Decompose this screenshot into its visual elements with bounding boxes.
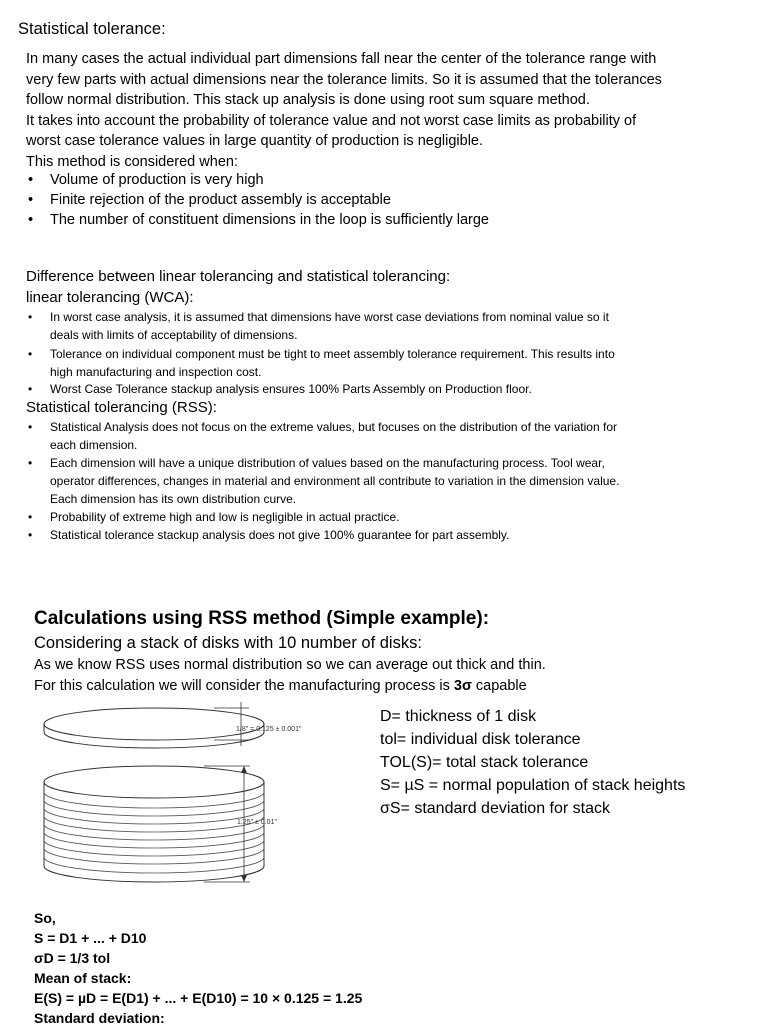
para-line: It takes into account the probability of tolerance value and not worst case limits as probability of bbox=[26, 112, 637, 129]
legend-line: S= µS = normal population of stack heights bbox=[380, 777, 686, 794]
disk-stack-figure bbox=[14, 702, 354, 902]
para-line: In many cases the actual individual part dimensions fall near the center of the tolerance range with bbox=[26, 51, 657, 67]
legend-line: TOL(S)= total stack tolerance bbox=[380, 754, 589, 771]
calc-heading: Calculations using RSS method (Simple example): bbox=[34, 608, 490, 629]
calc-line: So, bbox=[34, 910, 56, 926]
calc-process-line: For this calculation we will consider the manufacturing process is 3σ capable bbox=[34, 678, 527, 694]
calc-subheading: Considering a stack of disks with 10 number of disks: bbox=[34, 634, 422, 652]
legend-line: σS= standard deviation for stack bbox=[380, 800, 610, 817]
para-line: worst case tolerance values in large quantity of production is negligible. bbox=[26, 133, 484, 149]
para-line: very few parts with actual dimensions near the tolerance limits. So it is assumed that the tolerances bbox=[26, 71, 662, 88]
calc-line: S = D1 + ... + D10 bbox=[34, 930, 147, 946]
difference-heading: Difference between linear tolerancing and statistical tolerancing: bbox=[26, 268, 451, 285]
calc-line: E(S) = µD = E(D1) + ... + E(D10) = 10 × 0.125 = 1.25 bbox=[34, 990, 363, 1006]
single-disk bbox=[44, 708, 264, 748]
stack-dimension: 1.25" ± 0.01" bbox=[237, 819, 277, 826]
section-title: Statistical tolerance: bbox=[18, 20, 166, 38]
legend-line: tol= individual disk tolerance bbox=[380, 731, 581, 748]
para-line: follow normal distribution. This stack up analysis is done using root sum square method. bbox=[26, 92, 590, 108]
disk-stack bbox=[44, 766, 264, 882]
top-disk-dimension: 1/8" = 0.125 ± 0.001" bbox=[236, 726, 302, 733]
calc-line: Mean of stack: bbox=[34, 970, 132, 986]
wca-heading: linear tolerancing (WCA): bbox=[26, 289, 194, 306]
legend-line: D= thickness of 1 disk bbox=[380, 708, 537, 725]
calc-line: Standard deviation: bbox=[34, 1010, 165, 1026]
calc-intro-line: As we know RSS uses normal distribution so we can average out thick and thin. bbox=[34, 657, 546, 673]
para-line: This method is considered when: bbox=[26, 153, 238, 170]
calc-line: σD = 1/3 tol bbox=[34, 950, 111, 966]
rss-heading: Statistical tolerancing (RSS): bbox=[26, 399, 217, 416]
